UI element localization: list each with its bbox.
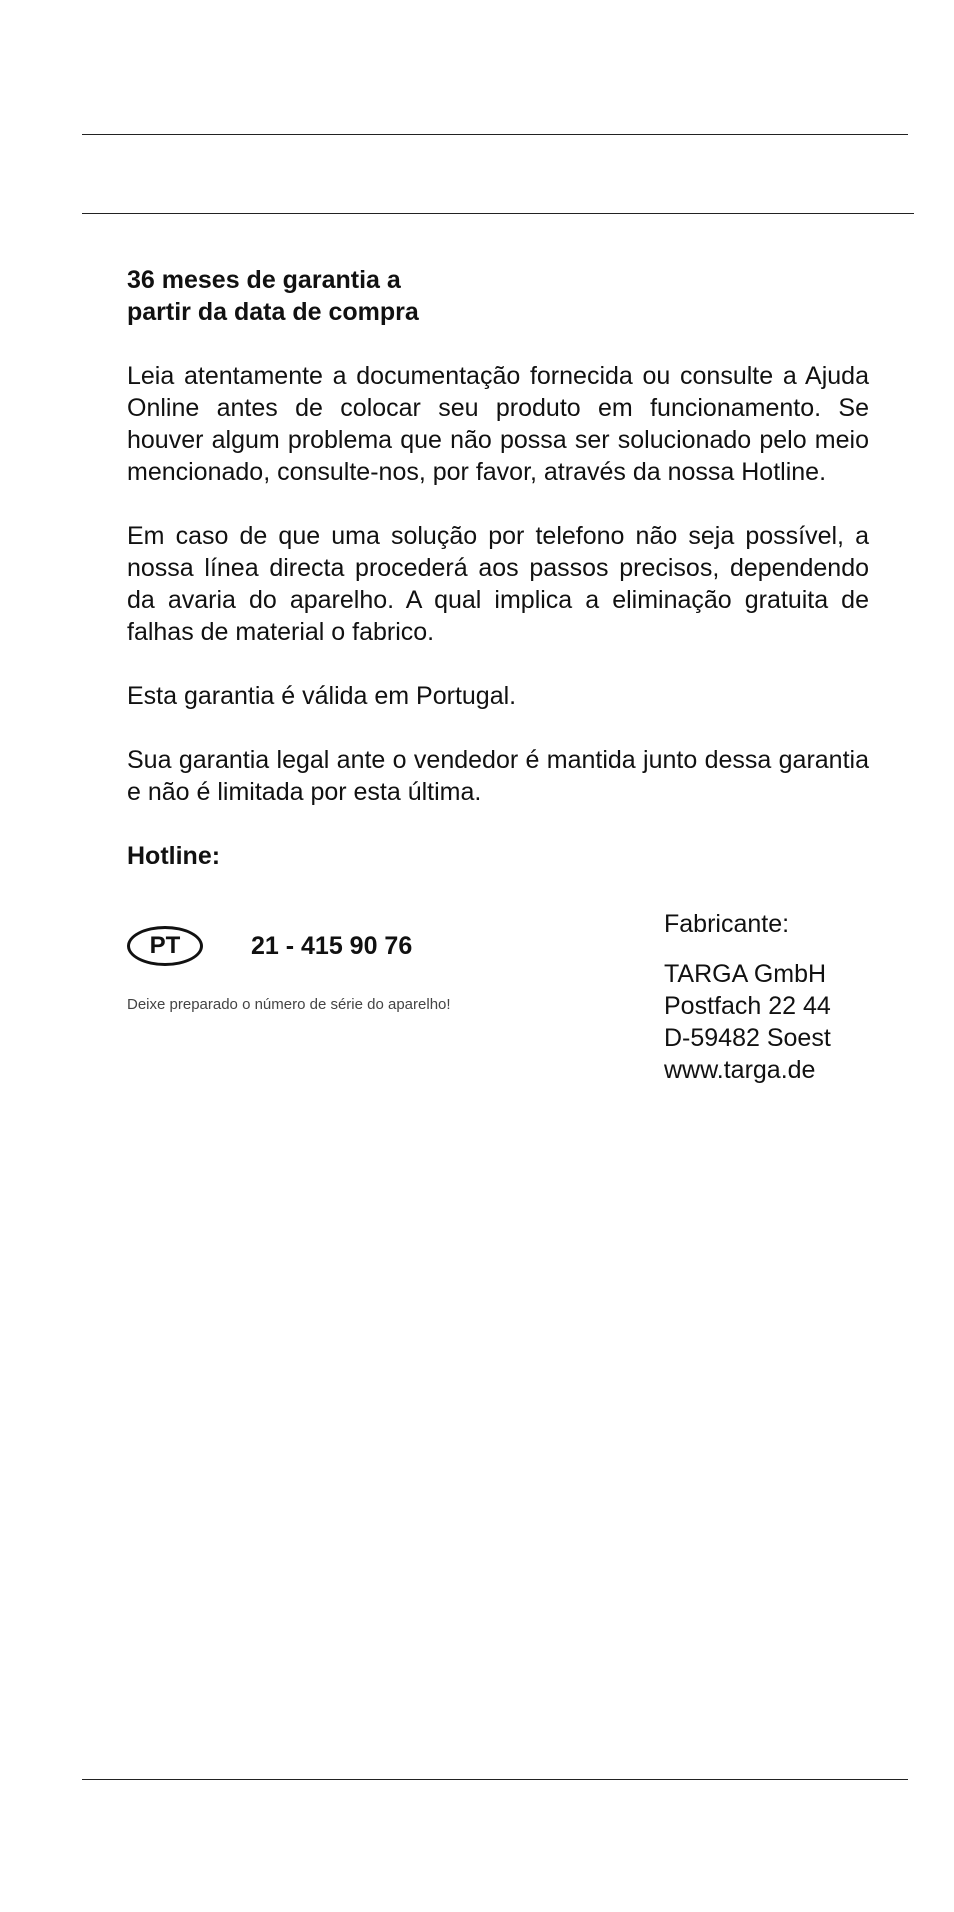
footer-divider [82, 1779, 908, 1780]
header-divider [82, 213, 914, 214]
warranty-heading-line-2: partir da data de compra [127, 298, 419, 326]
manufacturer-address-line-2: D-59482 Soest [664, 1024, 831, 1052]
warranty-heading [127, 264, 869, 328]
warranty-paragraph-documentation: Leia atentamente a documentação fornecida ou consulte a Ajuda Online antes de colocar seu produto em funcionamento. Se houver algum problema que não possa ser solucionado pelo meio mencionado, consulte-nos, por favor, através da nossa Hotline. [127, 362, 869, 486]
manufacturer-label: Fabricante: [664, 910, 790, 938]
manufacturer-website: www.targa.de [664, 1056, 816, 1084]
manufacturer-block [664, 908, 831, 1086]
manufacturer-name: TARGA GmbH [664, 960, 827, 988]
country-code-badge: PT [127, 926, 203, 966]
hotline-phone-number: 21 - 415 90 76 [251, 931, 413, 960]
warranty-paragraph-validity: Esta garantia é válida em Portugal. [127, 682, 517, 710]
manufacturer-address-line-1: Postfach 22 44 [664, 992, 831, 1020]
warranty-heading-line-1: 36 meses de garantia a [127, 266, 401, 294]
hotline-label: Hotline: [127, 842, 221, 870]
top-divider [82, 134, 908, 135]
warranty-section [127, 264, 869, 872]
serial-number-note: Deixe preparado o número de série do aparelho! [127, 996, 451, 1013]
hotline-row [127, 924, 412, 968]
warranty-paragraph-repair: Em caso de que uma solução por telefono não seja possível, a nossa línea directa procederá aos passos precisos, dependendo da avaria do aparelho. A qual implica a eliminação gratuita de falhas de material o fabrico. [127, 522, 869, 646]
warranty-paragraph-legal: Sua garantia legal ante o vendedor é mantida junto dessa garantia e não é limitada por esta última. [127, 746, 869, 806]
